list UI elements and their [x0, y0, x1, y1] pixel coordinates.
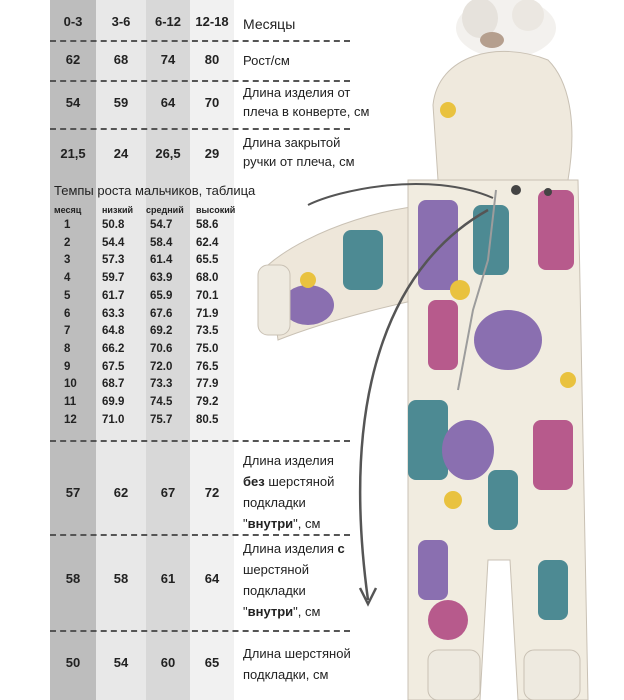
size-value: 67 — [160, 485, 176, 500]
size-value: 62 — [65, 52, 81, 67]
growth-value: 68.7 — [102, 378, 125, 391]
growth-value: 65.5 — [196, 254, 219, 267]
size-value: 60 — [160, 655, 176, 670]
size-value: 59 — [113, 95, 129, 110]
size-value: 64 — [204, 571, 220, 586]
growth-value: 68.0 — [196, 272, 219, 285]
growth-value: 63.3 — [102, 307, 125, 320]
growth-value: 67.6 — [150, 307, 173, 320]
growth-month: 5 — [64, 289, 71, 302]
size-value: 70 — [204, 95, 220, 110]
row-description: Рост/см — [243, 53, 290, 68]
growth-header: месяц — [54, 205, 82, 215]
size-value: 72 — [204, 485, 220, 500]
growth-value: 54.4 — [102, 236, 125, 249]
growth-value: 57.3 — [102, 254, 125, 267]
growth-value: 75.7 — [150, 413, 173, 426]
growth-value: 75.0 — [196, 342, 219, 355]
growth-value: 69.2 — [150, 325, 173, 338]
size-value: 54 — [113, 655, 129, 670]
growth-month: 3 — [64, 254, 71, 267]
size-value: 24 — [113, 146, 129, 161]
growth-month: 1 — [64, 219, 71, 231]
size-value: 58 — [65, 571, 81, 586]
growth-value: 80.5 — [196, 413, 219, 426]
right-leg-cuff — [524, 650, 580, 700]
row-description: Длина изделия без шерстяной подкладки "внутри", см — [243, 453, 335, 531]
growth-value: 71.0 — [102, 413, 125, 426]
size-value: 61 — [160, 571, 176, 586]
size-value: 21,5 — [60, 146, 86, 161]
growth-month: 11 — [64, 396, 77, 408]
growth-month: 9 — [64, 360, 71, 373]
growth-month: 12 — [64, 413, 77, 426]
growth-month: 4 — [64, 272, 71, 285]
snap-button — [544, 188, 552, 196]
growth-value: 70.6 — [150, 342, 173, 355]
growth-value: 71.9 — [196, 307, 219, 320]
size-value: 65 — [204, 655, 220, 670]
growth-header: высокий — [196, 205, 236, 215]
growth-value: 73.5 — [196, 325, 219, 338]
column-label: 6-12 — [154, 14, 182, 29]
divider — [50, 80, 350, 82]
row-description: Длина шерстяной подкладки, см — [243, 646, 351, 682]
growth-value: 63.9 — [150, 272, 173, 285]
growth-value: 76.5 — [196, 360, 219, 373]
size-value: 29 — [204, 146, 220, 161]
growth-value: 73.3 — [150, 378, 173, 391]
growth-value: 62.4 — [196, 236, 219, 249]
size-value: 80 — [204, 52, 220, 67]
header-label: Месяцы — [243, 16, 296, 32]
row-description: Длина изделия от плеча в конверте, см — [243, 85, 370, 119]
growth-value: 58.6 — [196, 219, 219, 231]
row-description: Длина закрытой ручки от плеча, см — [243, 135, 355, 169]
divider — [50, 128, 350, 130]
size-value: 64 — [160, 95, 176, 110]
growth-value: 50.8 — [102, 219, 125, 231]
divider — [50, 534, 350, 536]
divider — [50, 40, 350, 42]
row-description: Длина изделия с шерстяной подкладки "внутри", см — [243, 541, 345, 619]
size-value: 50 — [65, 655, 81, 670]
size-value: 68 — [113, 52, 129, 67]
divider — [50, 440, 350, 442]
size-value: 54 — [65, 95, 81, 110]
growth-month: 2 — [64, 236, 71, 249]
size-value: 74 — [160, 52, 176, 67]
growth-value: 77.9 — [196, 378, 219, 391]
size-value: 26,5 — [155, 146, 181, 161]
growth-value: 69.9 — [102, 396, 125, 408]
growth-value: 59.7 — [102, 272, 125, 285]
growth-value: 58.4 — [150, 236, 173, 249]
growth-month: 8 — [64, 342, 71, 355]
left-leg-cuff — [428, 650, 480, 700]
hood — [433, 51, 572, 180]
growth-month: 10 — [64, 378, 77, 391]
growth-value: 65.9 — [150, 289, 173, 302]
growth-value: 79.2 — [196, 396, 219, 408]
column-label: 3-6 — [111, 14, 131, 29]
growth-month: 7 — [64, 325, 71, 338]
column-label: 0-3 — [63, 14, 83, 29]
growth-table-title: Темпы роста мальчиков, таблица — [54, 183, 256, 198]
growth-value: 67.5 — [102, 360, 125, 373]
growth-value: 61.7 — [102, 289, 125, 302]
fur-hood-trim — [456, 0, 556, 58]
growth-value: 70.1 — [196, 289, 219, 302]
growth-value: 74.5 — [150, 396, 173, 408]
growth-header: средний — [146, 205, 184, 215]
snap-button — [511, 185, 521, 195]
sleeve-cuff — [258, 265, 290, 335]
size-value: 58 — [113, 571, 129, 586]
growth-month: 6 — [64, 307, 71, 320]
growth-header: низкий — [102, 205, 134, 215]
size-value: 62 — [113, 485, 129, 500]
growth-value: 64.8 — [102, 325, 125, 338]
column-label: 12-18 — [195, 14, 229, 29]
growth-value: 61.4 — [150, 254, 173, 267]
growth-value: 66.2 — [102, 342, 125, 355]
growth-value: 72.0 — [150, 360, 173, 373]
size-value: 57 — [65, 485, 81, 500]
divider — [50, 630, 350, 632]
growth-value: 54.7 — [150, 219, 173, 231]
